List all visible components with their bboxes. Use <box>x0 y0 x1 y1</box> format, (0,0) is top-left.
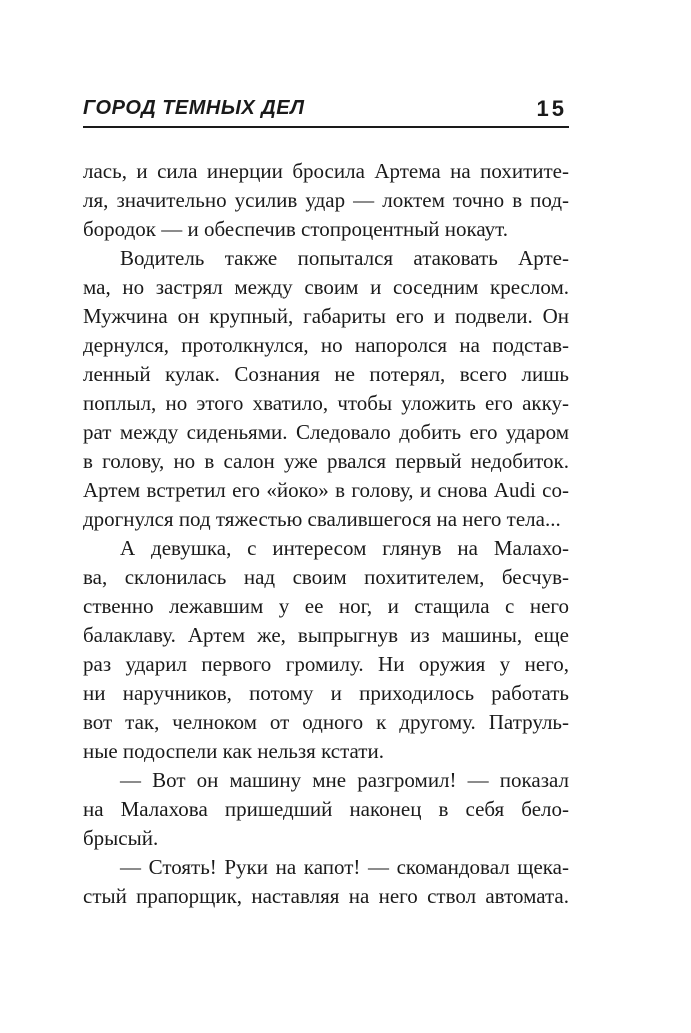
text-line: вот так, челноком от одного к другому. Патруль- <box>83 710 569 734</box>
page-number: 15 <box>536 96 567 121</box>
text-line: Артем встретил его «йоко» в голову, и снова Audi со- <box>83 478 569 502</box>
paragraph-start-line: — Вот он машину мне разгромил! — показал <box>120 768 569 792</box>
text-line: стый прапорщик, наставляя на него ствол автомата. <box>83 884 569 908</box>
text-line: дернулся, протолкнулся, но напоролся на подстав- <box>83 333 569 357</box>
text-line: ни наручников, потому и приходилось работать <box>83 681 569 705</box>
paragraph-start-line: Водитель также попытался атаковать Арте- <box>120 246 569 270</box>
text-line: лась, и сила инерции бросила Артема на похитите- <box>83 159 569 183</box>
text-line: на Малахова пришедший наконец в себя бело- <box>83 797 569 821</box>
text-line: ля, значительно усилив удар — локтем точно в под- <box>83 188 569 212</box>
body-text <box>83 157 569 911</box>
text-line: брысый. <box>83 826 159 850</box>
text-line: ленный кулак. Сознания не потерял, всего лишь <box>83 362 569 386</box>
text-line: Мужчина он крупный, габариты его и подвели. Он <box>83 304 569 328</box>
text-line: ва, склонилась над своим похитителем, бесчув- <box>83 565 569 589</box>
paragraph-start-line: — Стоять! Руки на капот! — скомандовал щека- <box>120 855 569 879</box>
paragraph-start-line: А девушка, с интересом глянув на Малахо- <box>120 536 569 560</box>
text-line: в голову, но в салон уже рвался первый недобиток. <box>83 449 569 473</box>
text-line: ственно лежавшим у ее ног, и стащила с него <box>83 594 569 618</box>
text-line: поплыл, но этого хватило, чтобы уложить его акку- <box>83 391 569 415</box>
text-line: ные подоспели как нельзя кстати. <box>83 739 384 763</box>
text-line: ма, но застрял между своим и соседним креслом. <box>83 275 569 299</box>
running-header <box>83 96 569 128</box>
text-line: балаклаву. Артем же, выпрыгнув из машины, еще <box>83 623 569 647</box>
book-title: ГОРОД ТЕМНЫХ ДЕЛ <box>83 97 305 119</box>
text-line: дрогнулся под тяжестью свалившегося на него тела... <box>83 507 561 531</box>
text-line: бородок — и обеспечив стопроцентный нокаут. <box>83 217 509 241</box>
text-line: рат между сиденьями. Следовало добить его ударом <box>83 420 569 444</box>
text-line: раз ударил первого громилу. Ни оружия у него, <box>83 652 569 676</box>
